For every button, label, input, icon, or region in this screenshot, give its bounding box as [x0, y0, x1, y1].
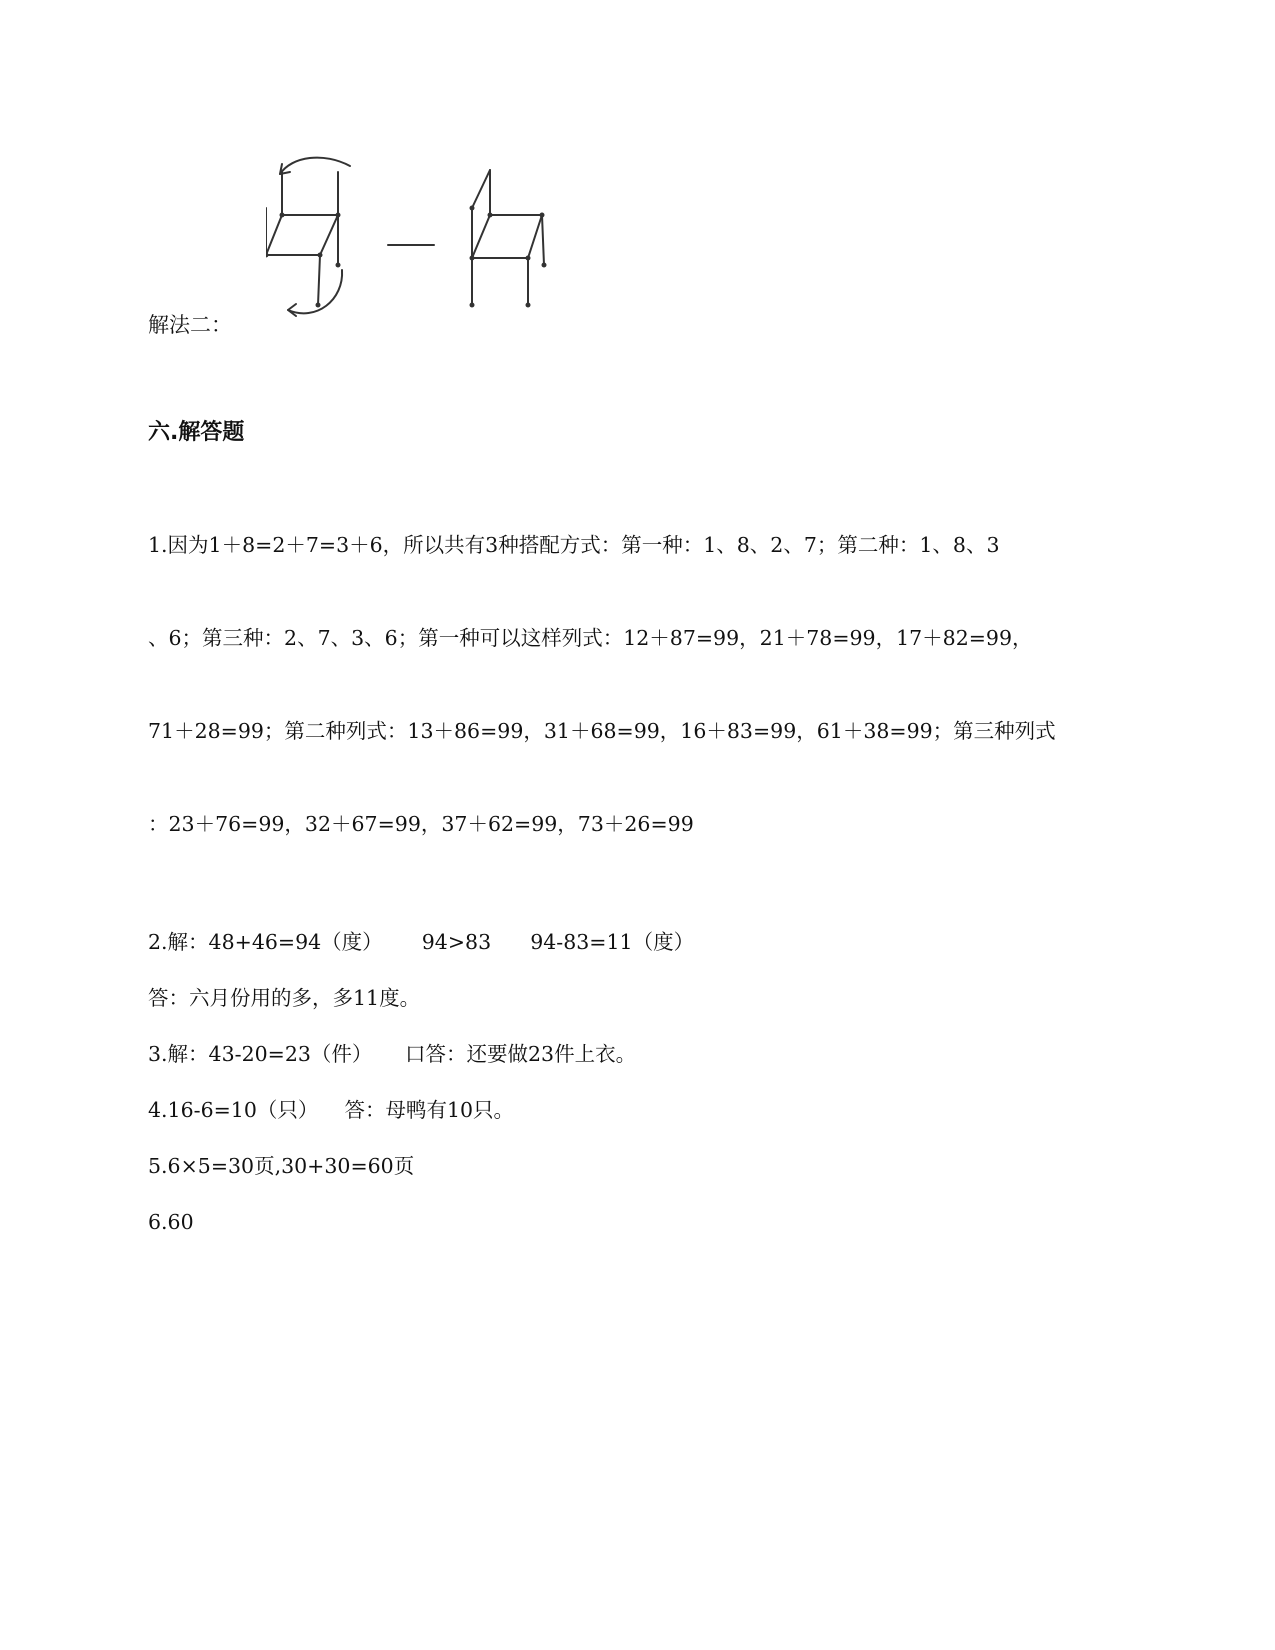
left-chair-stick — [320, 215, 338, 255]
right-chair-stick — [472, 170, 490, 208]
rotate-arrow-bottom-head — [288, 304, 296, 316]
answer-5: 5.6×5=30页,30+30=60页 — [148, 1154, 415, 1178]
answer-1 — [148, 468, 1118, 902]
section-title: 六.解答题 — [148, 420, 245, 445]
answer-1-line: ：23＋76=99，32＋67=99，37＋62=99，73＋26=99 — [148, 812, 694, 836]
rotate-arrow-bottom — [288, 270, 342, 313]
left-chair-stick — [318, 255, 320, 305]
right-chair-stick — [528, 215, 542, 258]
answer-3: 3.解：43-20=23（件） 口答：还要做23件上衣。 — [148, 1042, 637, 1066]
answer-1-line: 71＋28=99；第二种列式：13＋86=99，31＋68=99，16＋83=99，61＋38=99；第三种列式 — [148, 719, 1056, 743]
answer-2-solution: 2.解：48+46=94（度） 94>83 94-83=11（度） — [148, 930, 695, 954]
left-chair-stick — [266, 215, 282, 255]
answers-list — [148, 468, 1118, 1263]
answer-4: 4.16-6=10（只） 答：母鸭有10只。 — [148, 1098, 515, 1122]
method-two-row — [148, 150, 708, 350]
right-chair-stick — [472, 215, 490, 258]
answer-2-conclusion: 答：六月份用的多，多11度。 — [148, 986, 421, 1010]
matchstick-chair-figure — [266, 150, 716, 350]
method-two-label: 解法二： — [148, 313, 232, 337]
answer-1-line: 1.因为1＋8=2＋7=3＋6，所以共有3种搭配方式：第一种：1、8、2、7；第二种：1、8、3 — [148, 533, 1000, 557]
answer-6: 6.60 — [148, 1210, 194, 1234]
right-chair-stick — [542, 215, 544, 265]
answer-1-line: 、6；第三种：2、7、3、6；第一种可以这样列式：12＋87=99，21＋78=99，17＋82=99， — [148, 626, 1033, 650]
